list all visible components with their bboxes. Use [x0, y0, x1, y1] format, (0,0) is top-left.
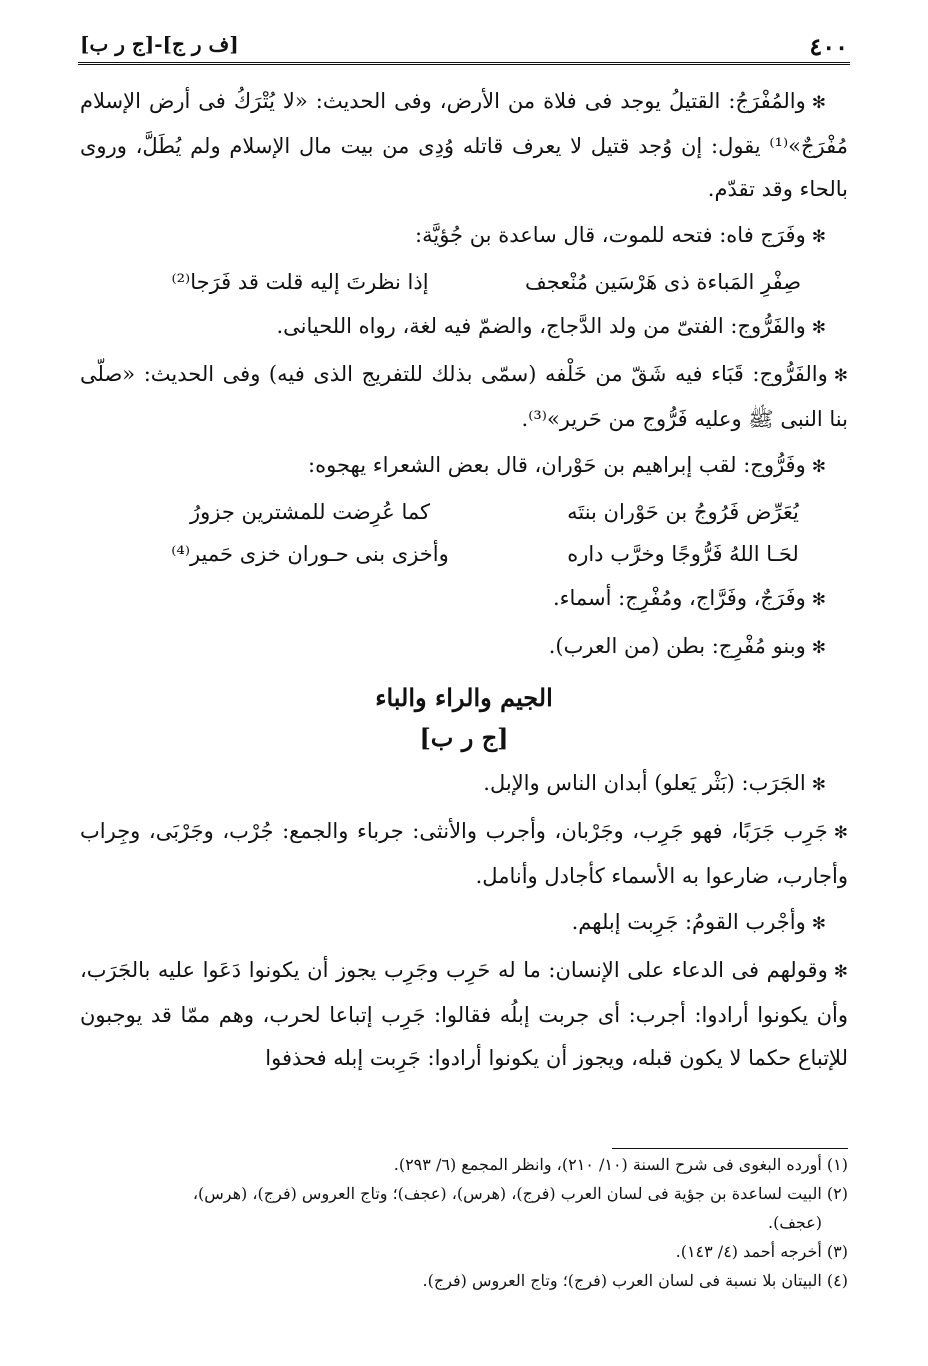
paragraph-text: وأجْرب القومُ: جَرِبت إبلهم.	[571, 910, 806, 934]
paragraph-text: وبنو مُفْرِج: بطن (من العرب).	[548, 634, 806, 658]
main-text	[80, 80, 848, 1080]
poem-hemistich-left: إذا نظرتَ إليه قلت قد فَرَجا⁽²⁾	[171, 270, 429, 294]
star-icon: ✻	[811, 227, 826, 247]
paragraph-text: وفَرُّوج: لقب إبراهيم بن حَوْران، قال بعض الشعراء يهجوه:	[308, 453, 806, 477]
header-rule	[78, 62, 850, 65]
entry-head: [ج ر ب]	[419, 723, 509, 752]
entry-paragraph	[80, 353, 848, 441]
poem-line	[80, 533, 848, 575]
entry-paragraph	[80, 305, 848, 350]
entry-paragraph	[80, 810, 848, 898]
poem-hemistich-right: يُعَرِّض فَرُوجُ بن حَوْران بنتَه	[567, 500, 799, 524]
footnote: (١) أورده البغوى فى شرح السنة (١٠/ ٢١٠)، وانظر المجمع (٦/ ٢٩٣).	[393, 1155, 848, 1174]
footnote-continuation-text: (عجف).	[767, 1213, 822, 1232]
paragraph-text: وفَرَجٌ، وفَرَّاج، ومُفْرِج: أسماء.	[552, 586, 806, 610]
paragraph-text: الجَرَب: (بَثْر يَعلو) أبدان الناس والإبل.	[483, 771, 806, 795]
entry-paragraph	[80, 901, 848, 946]
page-header	[80, 28, 848, 62]
star-icon: ✻	[811, 638, 826, 658]
star-icon: ✻	[833, 962, 848, 982]
star-icon: ✻	[811, 914, 826, 934]
star-icon: ✻	[833, 823, 848, 843]
paragraph-text: وفَرَج فاه: فتحه للموت، قال ساعدة بن جُؤيَّة:	[415, 223, 806, 247]
footnotes	[80, 1150, 848, 1295]
poem-block	[80, 491, 848, 575]
footnote: (٣) أخرجه أحمد (٤/ ١٤٣).	[675, 1242, 848, 1261]
entry-paragraph	[80, 949, 848, 1080]
paragraph-text: والفَرُّوج: الفتىّ من ولد الدَّجاج، والضمّ فيه لغة، رواه اللحيانى.	[276, 314, 806, 338]
paragraph-text: وقولهم فى الدعاء على الإنسان: ما له حَرِب وجَرِب يجوز أن يكونوا دَعَوا عليه بالجَرَب، وأن يكونوا أرادوا: أجرب: أى جربت إبلُه فقالوا: جَرِب إتباعا لحرب، وهم ممّا قد يوجبون للإتباع حكما لا يكون قبله، ويجوز أن يكونوا أرادوا: جَرِبت إبله فحذفوا	[80, 958, 848, 1070]
poem-hemistich-left: وأخزى بنى حـوران خزى حَمير⁽⁴⁾	[171, 542, 449, 566]
entry-paragraph	[80, 577, 848, 622]
running-head: [ف ر ج]-[ج ر ب]	[80, 32, 239, 56]
page-number: ٤٠٠	[809, 32, 848, 61]
footnote-continuation	[80, 1208, 848, 1237]
entry-paragraph	[80, 762, 848, 807]
poem-line	[80, 491, 848, 533]
entry-paragraph	[80, 444, 848, 489]
paragraph-text: جَرِب جَرَبًا، فهو جَرِب، وجَرْبان، وأجرب والأنثى: جرباء والجمع: جُرْب، وجَرْبَى، وجِراب وأجارب، ضارعوا به الأسماء كأجادل وأنامل.	[80, 819, 848, 888]
poem-hemistich-left: كما عُرِضت للمشترين جزورُ	[190, 500, 430, 524]
entry-paragraph	[80, 214, 848, 259]
star-icon: ✻	[811, 318, 826, 338]
star-icon: ✻	[811, 590, 826, 610]
paragraph-text: والمُفْرَجُ: القتيلُ يوجد فى فلاة من الأرض، وفى الحديث: «لا يُتْرَكُ فى أرض الإسلام مُفْرَجٌ»⁽¹⁾ يقول: إن وُجد قتيل لا يعرف قاتله وُدِى من بيت مال الإسلام ولم يُطَلَّ، وروى بالحاء وقد تقدّم.	[80, 89, 848, 201]
star-icon: ✻	[811, 457, 826, 477]
entry-paragraph	[80, 80, 848, 211]
footnote: (٤) البيتان بلا نسبة فى لسان العرب (فرج)؛ وتاج العروس (فرج).	[422, 1271, 848, 1290]
poem-hemistich-right: صِفْرِ المَباءة ذى هَرْسَين مُنْعجف	[524, 270, 802, 294]
footnote-rule	[612, 1148, 848, 1149]
paragraph-text: والفَرُّوج: قَبَاء فيه شَقّ من خَلْفه (سمّى بذلك للتفريج الذى فيه) وفى الحديث: «صلّى بنا النبى ﷺ وعليه فَرُّوج من حَرير»⁽³⁾.	[80, 362, 848, 431]
star-icon: ✻	[833, 366, 848, 386]
poem-hemistich-right: لحَـا اللهُ فَرُّوجًا وخرَّب داره	[567, 542, 799, 566]
entry-paragraph	[80, 625, 848, 670]
section-title: الجيم والراء والباء	[375, 683, 553, 712]
star-icon: ✻	[811, 775, 826, 795]
poem-line	[80, 261, 848, 303]
star-icon: ✻	[811, 93, 826, 113]
footnote: (٢) البيت لساعدة بن جؤية فى لسان العرب (فرج)، (هرس)، (عجف)؛ وتاج العروس (فرج)، (هرس)،	[192, 1184, 848, 1203]
poem-block	[80, 261, 848, 303]
